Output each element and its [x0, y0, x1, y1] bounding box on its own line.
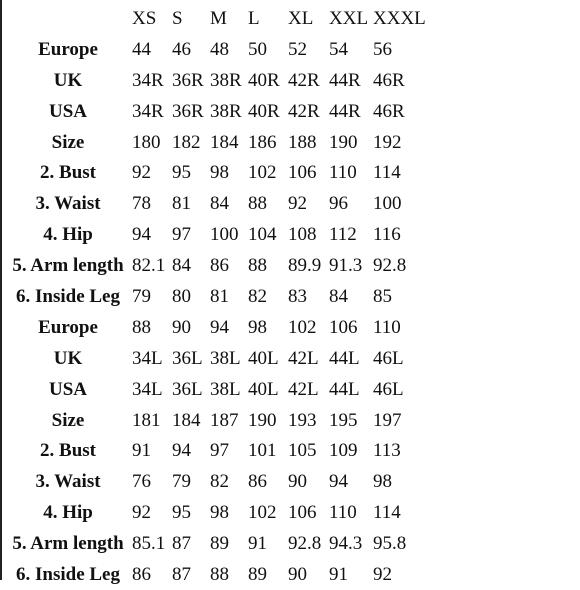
- table-cell: 84: [329, 285, 348, 307]
- row-label: UK: [53, 347, 83, 369]
- table-cell: 88: [210, 563, 229, 585]
- table-cell: 42R: [288, 69, 320, 91]
- table-cell: 38L: [210, 347, 241, 369]
- table-cell: 83: [288, 285, 307, 307]
- table-cell: 82: [248, 285, 267, 307]
- table-cell: 46L: [373, 378, 404, 400]
- column-header-xxxl: XXXL: [373, 7, 426, 29]
- row-label: 2. Bust: [40, 162, 96, 184]
- table-cell: 34L: [132, 347, 163, 369]
- table-row: [4, 435, 433, 466]
- table-cell: 92: [132, 162, 151, 184]
- table-cell: 34R: [132, 69, 164, 91]
- table-cell: 94: [329, 471, 348, 493]
- column-header-xl: XL: [288, 7, 314, 29]
- table-cell: 36L: [172, 378, 203, 400]
- table-cell: 94: [172, 440, 191, 462]
- table-cell: 79: [172, 471, 191, 493]
- table-cell: 86: [210, 255, 229, 277]
- table-cell: 98: [210, 502, 229, 524]
- table-row: [4, 188, 433, 219]
- table-cell: 114: [373, 162, 401, 184]
- table-cell: 105: [288, 440, 317, 462]
- size-chart-table: [4, 3, 433, 590]
- corner-cell: [4, 3, 132, 34]
- table-cell: 184: [172, 409, 201, 431]
- table-cell: 114: [373, 502, 401, 524]
- table-cell: 112: [329, 224, 357, 246]
- table-row: [4, 96, 433, 127]
- row-label: 4. Hip: [43, 224, 93, 246]
- table-cell: 91: [132, 440, 151, 462]
- table-cell: 95.8: [373, 533, 407, 555]
- table-cell: 113: [373, 440, 401, 462]
- table-cell: 44R: [329, 69, 361, 91]
- table-cell: 87: [172, 533, 191, 555]
- table-cell: 88: [248, 255, 267, 277]
- table-cell: 90: [288, 471, 307, 493]
- table-cell: 89: [248, 563, 267, 585]
- table-cell: 94: [132, 224, 151, 246]
- row-label: UK: [53, 69, 83, 91]
- row-label: 2. Bust: [40, 440, 96, 462]
- table-cell: 76: [132, 471, 151, 493]
- left-border-line: [0, 0, 2, 580]
- table-cell: 98: [210, 162, 229, 184]
- table-cell: 44L: [329, 378, 360, 400]
- table-cell: 46: [172, 38, 191, 60]
- table-cell: 98: [248, 316, 267, 338]
- table-cell: 102: [248, 162, 277, 184]
- table-row: [4, 405, 433, 436]
- table-cell: 40R: [248, 69, 280, 91]
- table-cell: 102: [288, 316, 317, 338]
- table-cell: 190: [248, 409, 277, 431]
- table-cell: 192: [373, 131, 402, 153]
- table-cell: 42L: [288, 378, 319, 400]
- table-cell: 80: [172, 285, 191, 307]
- table-cell: 92.8: [373, 255, 407, 277]
- row-label: 3. Waist: [35, 471, 101, 493]
- table-cell: 95: [172, 162, 191, 184]
- row-label: Size: [51, 409, 85, 431]
- table-cell: 91.3: [329, 255, 363, 277]
- table-row: [4, 34, 433, 65]
- table-cell: 187: [210, 409, 239, 431]
- table-row: [4, 559, 433, 590]
- table-cell: 42L: [288, 347, 319, 369]
- table-row: [4, 250, 433, 281]
- row-label: 6. Inside Leg: [16, 563, 120, 585]
- table-cell: 88: [248, 193, 267, 215]
- table-cell: 188: [288, 131, 317, 153]
- row-label: 3. Waist: [35, 193, 101, 215]
- table-cell: 78: [132, 193, 151, 215]
- table-cell: 52: [288, 38, 307, 60]
- table-cell: 82.1: [132, 255, 166, 277]
- table-cell: 84: [210, 193, 229, 215]
- size-chart-body: [4, 34, 433, 590]
- table-cell: 181: [132, 409, 161, 431]
- table-cell: 38R: [210, 100, 242, 122]
- table-cell: 54: [329, 38, 348, 60]
- table-cell: 94: [210, 316, 229, 338]
- row-label: Europe: [38, 38, 98, 60]
- table-cell: 106: [288, 162, 317, 184]
- column-header-xxl: XXL: [329, 7, 369, 29]
- table-cell: 97: [172, 224, 191, 246]
- row-label: 6. Inside Leg: [16, 285, 120, 307]
- table-cell: 95: [172, 502, 191, 524]
- table-cell: 180: [132, 131, 161, 153]
- table-cell: 38R: [210, 69, 242, 91]
- table-cell: 91: [248, 533, 267, 555]
- table-row: [4, 343, 433, 374]
- table-cell: 34L: [132, 378, 163, 400]
- table-cell: 110: [329, 162, 357, 184]
- table-cell: 193: [288, 409, 317, 431]
- table-cell: 56: [373, 38, 392, 60]
- table-cell: 100: [210, 224, 239, 246]
- table-cell: 108: [288, 224, 317, 246]
- table-cell: 86: [132, 563, 151, 585]
- column-header-xs: XS: [132, 7, 157, 29]
- table-cell: 38L: [210, 378, 241, 400]
- table-cell: 86: [248, 471, 267, 493]
- table-cell: 106: [288, 502, 317, 524]
- table-cell: 46R: [373, 69, 405, 91]
- row-label: Size: [51, 131, 85, 153]
- table-cell: 85: [373, 285, 392, 307]
- table-cell: 197: [373, 409, 402, 431]
- table-row: [4, 528, 433, 559]
- table-cell: 46R: [373, 100, 405, 122]
- table-row: [4, 219, 433, 250]
- table-cell: 46L: [373, 347, 404, 369]
- row-label: USA: [48, 378, 87, 400]
- table-cell: 88: [132, 316, 151, 338]
- table-cell: 100: [373, 193, 402, 215]
- table-cell: 40L: [248, 378, 279, 400]
- table-cell: 89: [210, 533, 229, 555]
- table-cell: 79: [132, 285, 151, 307]
- table-cell: 190: [329, 131, 358, 153]
- table-cell: 110: [329, 502, 357, 524]
- column-header-s: S: [172, 7, 183, 29]
- table-cell: 186: [248, 131, 277, 153]
- table-cell: 92.8: [288, 533, 322, 555]
- row-label: USA: [48, 100, 87, 122]
- table-cell: 81: [210, 285, 229, 307]
- row-label: 4. Hip: [43, 502, 93, 524]
- table-cell: 182: [172, 131, 201, 153]
- table-cell: 96: [329, 193, 348, 215]
- table-cell: 34R: [132, 100, 164, 122]
- table-cell: 195: [329, 409, 358, 431]
- table-cell: 184: [210, 131, 239, 153]
- table-cell: 42R: [288, 100, 320, 122]
- table-row: [4, 312, 433, 343]
- column-header-m: M: [210, 7, 227, 29]
- table-cell: 44R: [329, 100, 361, 122]
- table-row: [4, 127, 433, 158]
- table-cell: 92: [288, 193, 307, 215]
- table-row: [4, 466, 433, 497]
- table-cell: 40L: [248, 347, 279, 369]
- header-row: [4, 3, 433, 34]
- table-row: [4, 157, 433, 188]
- table-cell: 104: [248, 224, 277, 246]
- table-cell: 89.9: [288, 255, 322, 277]
- table-cell: 101: [248, 440, 277, 462]
- table-cell: 110: [373, 316, 401, 338]
- table-cell: 36R: [172, 100, 204, 122]
- table-row: [4, 281, 433, 312]
- table-cell: 44: [132, 38, 151, 60]
- table-cell: 82: [210, 471, 229, 493]
- table-cell: 109: [329, 440, 358, 462]
- table-cell: 91: [329, 563, 348, 585]
- table-cell: 50: [248, 38, 267, 60]
- table-cell: 90: [172, 316, 191, 338]
- table-row: [4, 374, 433, 405]
- table-cell: 116: [373, 224, 401, 246]
- table-cell: 90: [288, 563, 307, 585]
- table-cell: 92: [373, 563, 392, 585]
- table-row: [4, 65, 433, 96]
- row-label: Europe: [38, 316, 98, 338]
- row-label: 5. Arm length: [12, 255, 124, 277]
- table-cell: 84: [172, 255, 191, 277]
- table-cell: 102: [248, 502, 277, 524]
- table-cell: 106: [329, 316, 358, 338]
- column-header-l: L: [248, 7, 260, 29]
- table-cell: 94.3: [329, 533, 363, 555]
- table-cell: 97: [210, 440, 229, 462]
- table-cell: 92: [132, 502, 151, 524]
- table-cell: 85.1: [132, 533, 166, 555]
- table-cell: 81: [172, 193, 191, 215]
- table-cell: 44L: [329, 347, 360, 369]
- table-cell: 87: [172, 563, 191, 585]
- row-label: 5. Arm length: [12, 533, 124, 555]
- table-row: [4, 497, 433, 528]
- table-cell: 36R: [172, 69, 204, 91]
- table-cell: 40R: [248, 100, 280, 122]
- table-cell: 48: [210, 38, 229, 60]
- table-cell: 36L: [172, 347, 203, 369]
- table-cell: 98: [373, 471, 392, 493]
